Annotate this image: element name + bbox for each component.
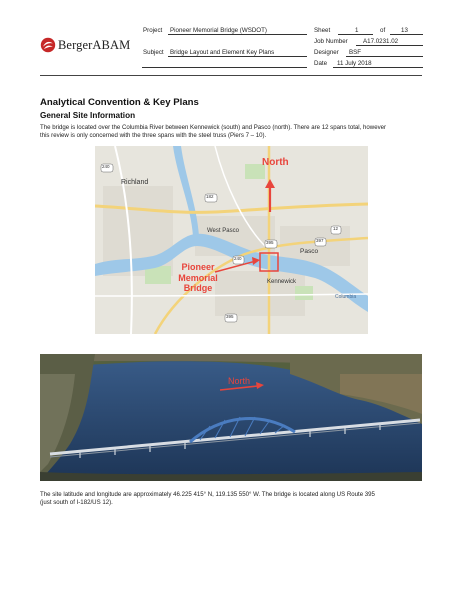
intro-line-1: The bridge is located over the Columbia River between Kennewick (south) and Pasco (north). There are 12 spans total, however bbox=[40, 124, 387, 131]
project-underline bbox=[168, 34, 307, 35]
shield-397: 397 bbox=[316, 238, 324, 243]
place-columbia: Columbia bbox=[335, 294, 357, 300]
of-value: 13 bbox=[401, 27, 408, 34]
bridge-callout-line-3: Bridge bbox=[183, 283, 213, 293]
place-west-pasco: West Pasco bbox=[207, 228, 239, 234]
designer-value: BSF bbox=[349, 49, 362, 56]
of-label: of bbox=[380, 27, 386, 34]
blank-underline bbox=[142, 67, 307, 68]
bridge-callout-label bbox=[168, 262, 228, 294]
aerial-photo bbox=[40, 354, 422, 481]
job-number-underline bbox=[356, 45, 423, 46]
place-kennewick: Kennewick bbox=[267, 279, 297, 285]
location-line-1: The site latitude and longitude are approximately 46.225 415° N, 119.135 550° W. The bridge is located along US Route 395 bbox=[40, 491, 375, 498]
subject-label: Subject bbox=[143, 49, 164, 56]
aerial-photo-graphic bbox=[40, 354, 422, 481]
location-line-2: (just south of I-182/US 12). bbox=[40, 499, 113, 506]
section-subheading: General Site Information bbox=[40, 111, 136, 120]
designer-underline bbox=[346, 56, 423, 57]
job-number-value: A17.0231.02 bbox=[363, 38, 399, 45]
bridge-callout-line-2: Memorial bbox=[178, 272, 218, 283]
date-label: Date bbox=[314, 60, 328, 67]
project-label: Project bbox=[143, 27, 163, 34]
of-underline bbox=[390, 34, 423, 35]
sheet-value: 1 bbox=[355, 27, 359, 34]
place-pasco: Pasco bbox=[300, 248, 319, 255]
subject-value: Bridge Layout and Element Key Plans bbox=[170, 49, 275, 56]
header-divider bbox=[40, 75, 422, 76]
date-value: 11 July 2018 bbox=[337, 60, 372, 67]
section-heading: Analytical Convention & Key Plans bbox=[40, 97, 199, 108]
date-underline bbox=[333, 67, 423, 68]
subject-underline bbox=[168, 56, 307, 57]
shield-395-a: 395 bbox=[266, 240, 274, 245]
bridge-callout-line-1: Pioneer bbox=[181, 262, 215, 272]
map-north-label: North bbox=[262, 157, 289, 168]
shield-395-b: 395 bbox=[226, 314, 234, 319]
site-map-graphic bbox=[95, 146, 368, 334]
bergerabam-logo-icon bbox=[40, 37, 56, 53]
sheet-underline bbox=[338, 34, 373, 35]
place-richland: Richland bbox=[121, 179, 149, 186]
shield-240-b: 240 bbox=[234, 256, 242, 261]
shield-240-a: 240 bbox=[102, 164, 110, 169]
shield-12: 12 bbox=[333, 226, 339, 231]
site-map bbox=[95, 146, 368, 334]
company-name: BergerABAM bbox=[58, 37, 131, 52]
project-value: Pioneer Memorial Bridge (WSDOT) bbox=[170, 27, 267, 34]
photo-north-label: North bbox=[228, 376, 251, 386]
job-number-label: Job Number bbox=[314, 38, 348, 45]
sheet-label: Sheet bbox=[314, 27, 331, 34]
designer-label: Designer bbox=[314, 49, 339, 56]
company-logo bbox=[40, 37, 130, 53]
intro-line-2: this review is only concerned with the three spans with the steel truss (Piers 7 – 10). bbox=[40, 132, 267, 139]
shield-182: 182 bbox=[206, 194, 214, 199]
